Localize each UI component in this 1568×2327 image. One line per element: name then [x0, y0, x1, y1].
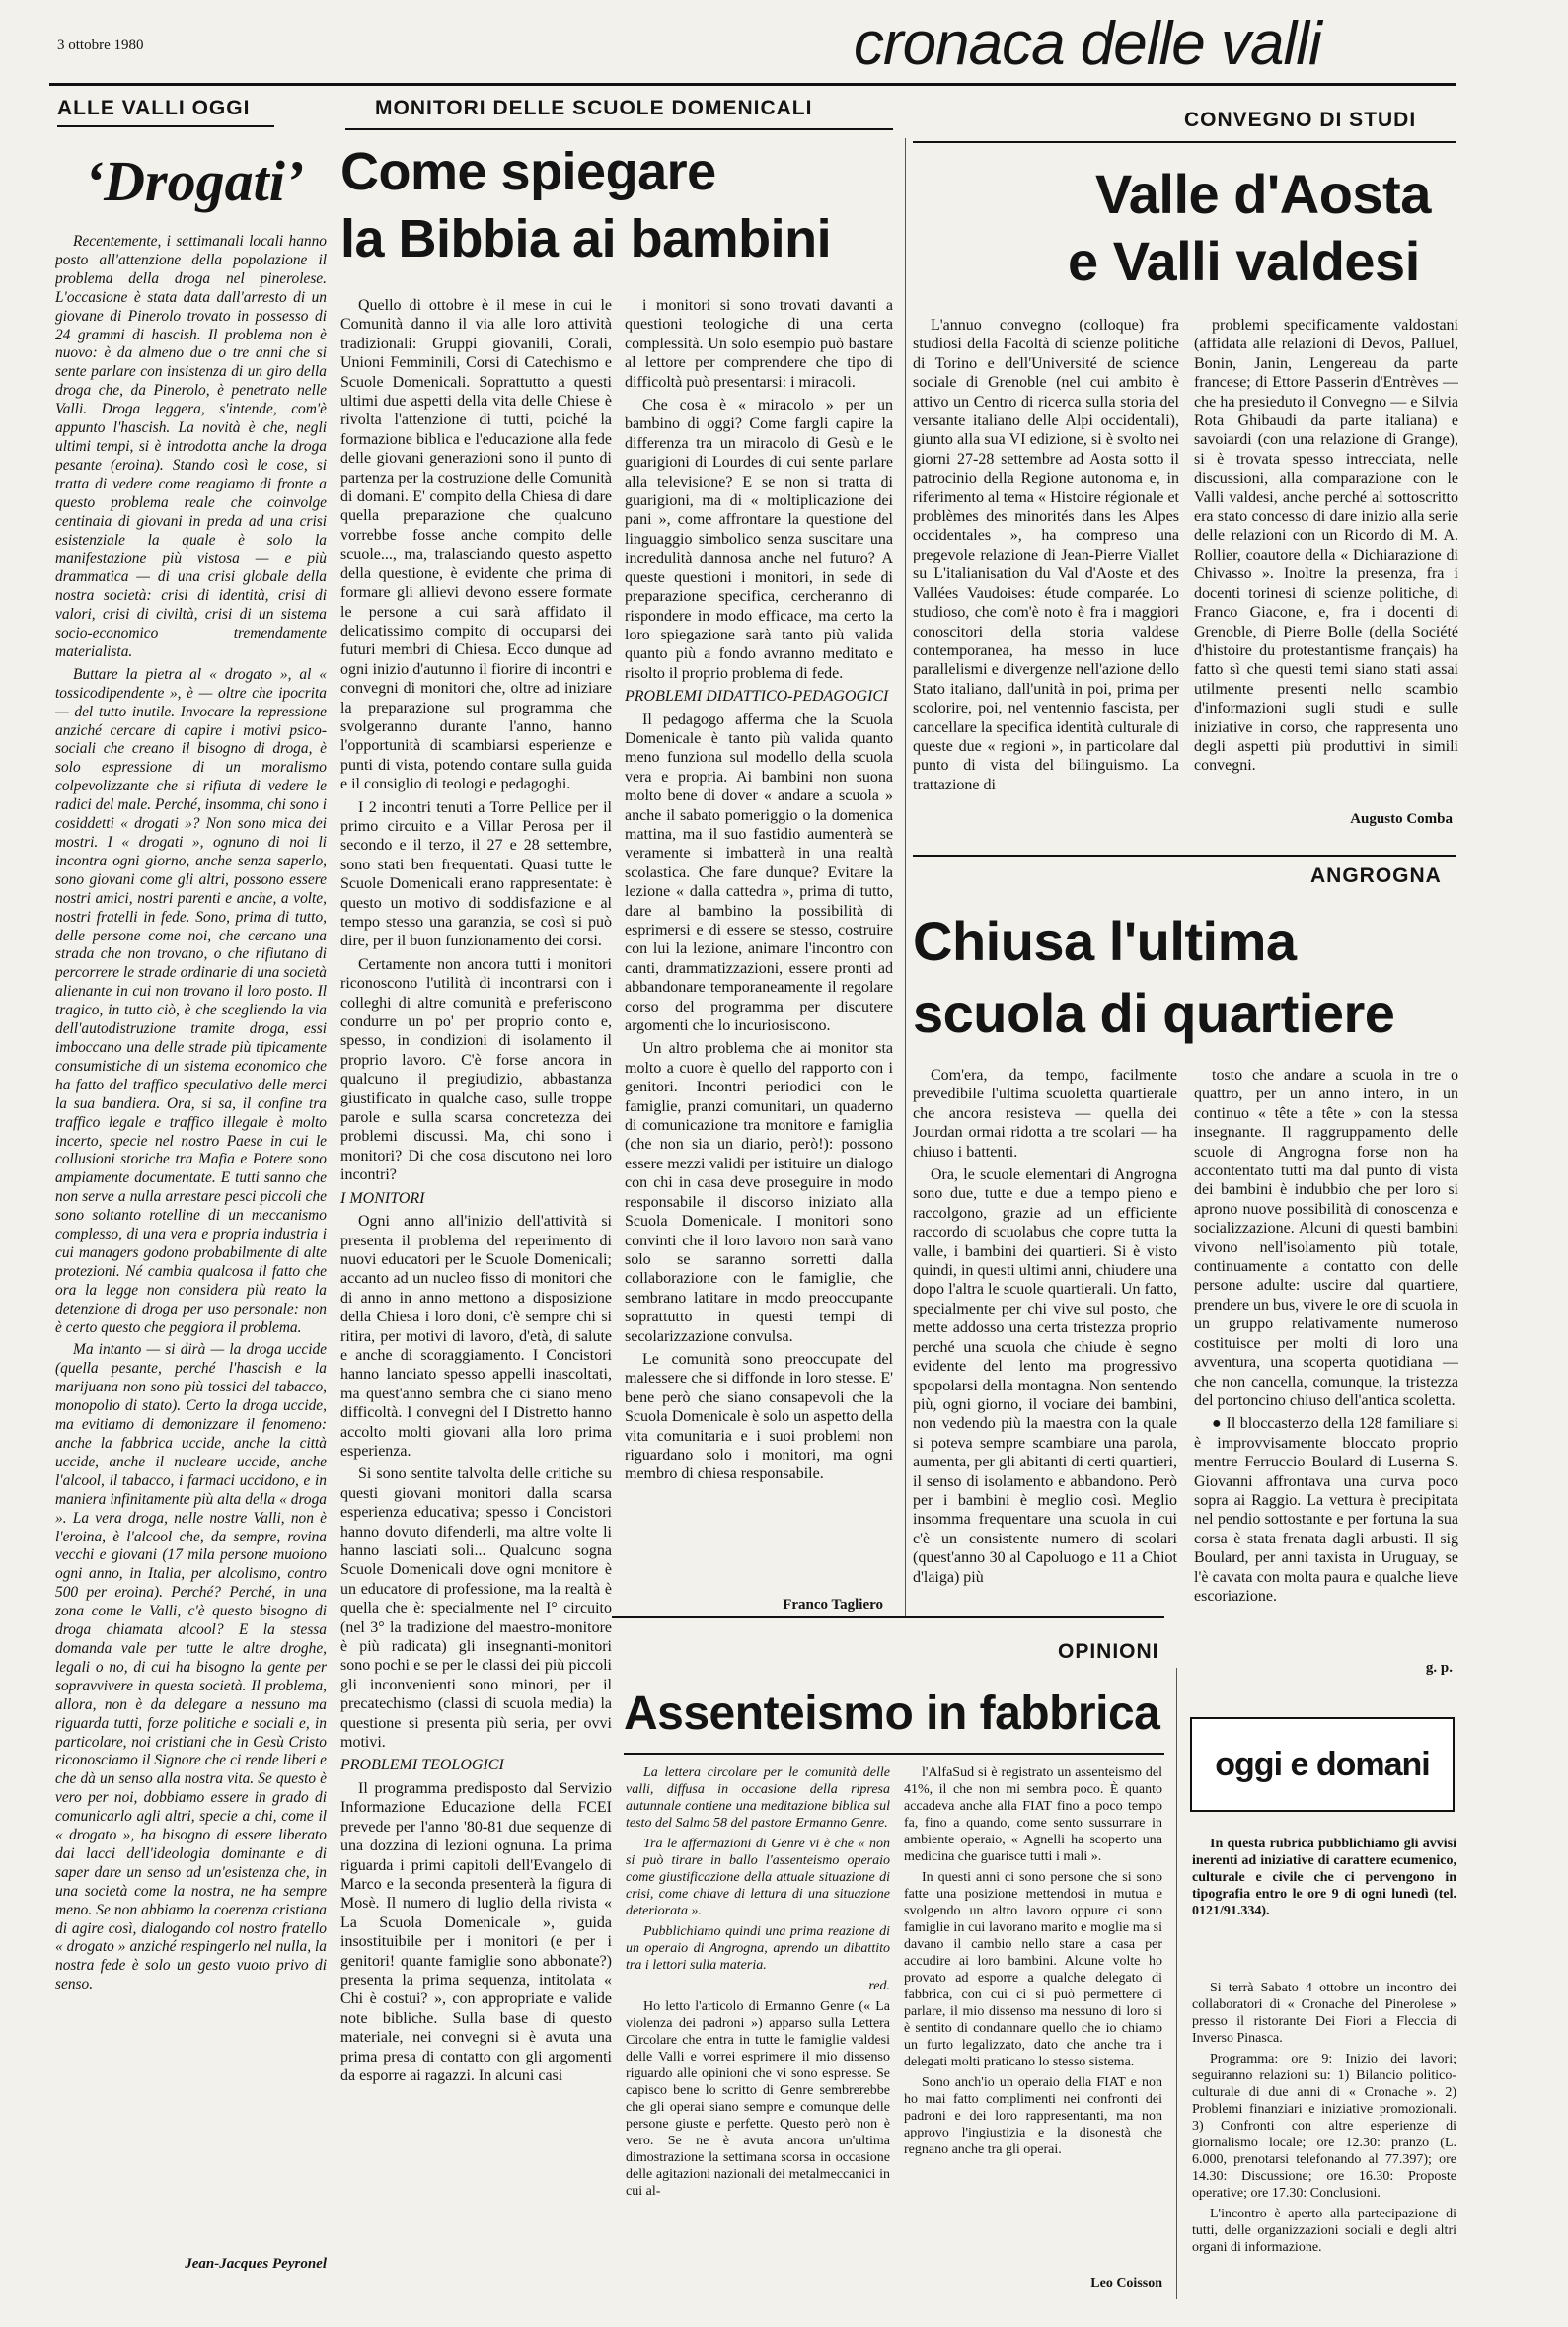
angrogna-rule: [913, 855, 1456, 857]
paragraph: In questa rubrica pubblichiamo gli avvisi inerenti ad iniziative di carattere ecumenico, culturale e civile che ci pervengono in tipografia entro le ore 9 di ogni lunedì (tel. 0121/91.334).: [1192, 1837, 1456, 1918]
angrogna-headline-1: Chiusa l'ultima: [913, 910, 1297, 972]
issue-date: 3 ottobre 1980: [57, 38, 144, 53]
opinioni-headline-rule: [624, 1753, 1164, 1755]
opinioni-col-right: [904, 1764, 1162, 2263]
oggi-intro: [1192, 1836, 1456, 1974]
monitori-kicker: MONITORI DELLE SCUOLE DOMENICALI: [375, 97, 813, 119]
paragraph: Buttare la pietra al « drogato », al « tossicodipendente », è — oltre che ipocrita — del tutto inutile. Invocare la repressione anziché cercare di capire i motivi psico-sociali che creano il bisogno di droga, è solo espressione di un moralismo colpevolizzante che si rifiuta di vedere le radici del male. Perché, insomma, chi sono i cosiddetti « drogati »? Non sono mica dei mostri. I « drogati », ognuno di noi li incontra ogni giorno, anche senza saperlo, sono giovani come gli altri, possono essere nostri amici, nostri parenti e anche, a volte, nostri fratelli in fede. Sono, prima di tutto, delle persone come noi, che cercano una strada che non trovano, o che rifiutano di percorrere le strade ordinarie di una società alienante in cui non trovano il loro posto. Il tragico, in tutto ciò, è che scegliendo la via dell'autodistruzione tramite droga, essi imboccano una delle strade più tipicamente consumistiche di un sistema economico che ha fatto del traffico speculativo delle merci la sua bandiera. Ora, si sa, il confine tra traffico legale e traffico illegale è molto incerto, specie nel nostro Paese in cui le collusioni storiche tra Mafia e Potere sono ampiamente documentate. E tutti sanno che non serve a nulla arrestare pesci piccoli che sono soltanto rotelline di un meccanismo complesso, di una vera e propria industria i cui managers godono probabilmente di alte protezioni. Né cambia qualcosa il fatto che ora la legge non considera più reato la detenzione di droga per uso personale: non è certo questo che peggiora il problema.: [55, 665, 327, 1336]
subhead: I MONITORI: [340, 1189, 425, 1207]
signoff: red.: [868, 1979, 890, 1993]
paragraph: i monitori si sono trovati davanti a questioni teologiche di una certa complessità. Un solo esempio può bastare al lettore per comprendere che tipo di difficoltà può presentarsi: i miracoli.: [625, 297, 893, 391]
paragraph: Pubblichiamo quindi una prima reazione di un operaio di Angrogna, aprendo un dibattito tra i lettori sulla materia.: [626, 1924, 890, 1973]
monitori-kicker-rule: [345, 128, 893, 130]
paragraph: Ogni anno all'inizio dell'attività si presenta il problema del reperimento di nuovi educatori per le Scuole Domenicali; accanto ad un nucleo fisso di monitori che di anno in anno mettono a disposizione della Chiesa i loro doni, c'è sempre chi si ritira, per motivi di lavoro, d'età, di salute e anche di scoraggiamento. I Concistori hanno lanciato spesso appelli inascoltati, ma quest'anno sembra che ci siano meno difficoltà. I convegni del I Distretto hanno accolto molti giovani alla loro prima esperienza.: [340, 1213, 612, 1460]
paragraph: tosto che andare a scuola in tre o quattro, per un anno intero, in un continuo « tête a tête » con la stessa insegnante. Il raggruppamento delle scuole di Angrogna forse non ha accontentato tutti ma dal punto di vista dei bambini è indubbio che per loro si aprono nuove possibilità di conoscenza e socializzazione. Alcuni di questi bambini vivono nell'isolamento più totale, continuamente a contatto con delle persone adulte: uscire dal quartiere, prendere un bus, vivere le ore di scuola in un gruppo relativamente numeroso costituisce per molti di loro una avventura, una scoperta quotidiana — che non cancella, comunque, la tristezza del portoncino chiuso dell'antica scoletta.: [1194, 1067, 1458, 1409]
oggi-e-domani-logo: oggi e domani: [1190, 1717, 1455, 1812]
paragraph: Ho letto l'articolo di Ermanno Genre (« La violenza dei padroni ») apparso sulla Lettera Circolare che entra in tutte le famiglie valdesi delle Valli e vorrei esprimere il mio dissenso riguardo alle opinioni che vi sono espresse. Se capisco bene lo scritto di Genre sembrerebbe che gli operai siano sempre e comunque delle persone giuste e perfette. Questo però non è vero. Se ne è avuta ancora un'ultima dimostrazione la settimana scorsa in occasione delle agitazioni nazionali dei metalmeccanici in cui al-: [626, 1999, 890, 2199]
paragraph: problemi specificamente valdostani (affidata alle relazioni di Devos, Palluel, Bonin, Janin, Lengereau da parte francese; di Ettore Passerin d'Entrèves — che ha presieduto il Convegno — e Silvia Rota Ghibaudi da parte italiana) e savoiardi (con una relazione di Grange), si è trovata spesso intrecciata, nelle discussioni, alla comparazione con le Valli valdesi, anche perché al sottoscritto era stato concesso di dare inizio alla serie delle relazioni con un Ricordo di M. A. Rollier, coautore della « Dichiarazione di Chivasso ». Inoltre la presenza, fra i docenti torinesi di scienze politiche, di Franco Giacone, e, fra i docenti di Grenoble, di Pierre Bolle (della Société d'histoire du protestantisme français) ha fatto sì che questi temi siano stati assai utilmente presenti nello scambio d'informazioni sugli studi e sulle iniziative in corso, che rappresenta uno degli aspetti più produttivi in simili convegni.: [1194, 317, 1458, 775]
monitori-headline-2: la Bibbia ai bambini: [340, 209, 832, 268]
aosta-signature: Augusto Comba: [1350, 811, 1453, 827]
opinioni-col-left: [626, 1764, 890, 2302]
oggi-body: [1192, 1980, 1456, 2305]
paragraph: Com'era, da tempo, facilmente prevedibile l'ultima scuoletta quartierale che ancora resisteva — quella dei Jourdan ormai ridotta a tre scolari — ha chiuso i battenti.: [913, 1067, 1177, 1161]
monitori-signature: Franco Tagliero: [783, 1597, 883, 1613]
drogati-headline: ‘Drogati’: [84, 149, 305, 213]
column-divider: [905, 138, 906, 1618]
paragraph: Si terrà Sabato 4 ottobre un incontro dei collaboratori di « Cronache del Pinerolese » presso il ristorante Dei Fiori a Fleccia di Inverso Pinasca.: [1192, 1981, 1456, 2046]
drogati-body: [55, 233, 327, 2246]
aosta-headline-1: Valle d'Aosta: [1095, 163, 1431, 225]
opinioni-signature: Leo Coisson: [1090, 2276, 1162, 2290]
paragraph: Sono anch'io un operaio della FIAT e non ho mai fatto complimenti nei confronti dei padroni e dei loro rappresentanti, ma non approvo l'ingiustizia e la disonestà che regnano anche tra gli operai.: [904, 2075, 1162, 2157]
paragraph: Un altro problema che ai monitor sta molto a cuore è quello del rapporto con i genitori. Incontri periodici con le famiglie, pranzi comunitari, un quaderno di comunicazione tra monitore e famiglia (che non sia un diario, però!): possono essere mezzi validi per istituire un dialogo con chi in casa deve proseguire in modo responsabile il discorso iniziato alla Scuola Domenicale. I monitori sono convinti che il loro lavoro non sarà vano solo se saranno sorretti dalla collaborazione con le famiglie, che sembrano latitare in modo preoccupante soprattutto in questi tempi di secolarizzazione convulsa.: [625, 1040, 893, 1345]
paragraph: Che cosa è « miracolo » per un bambino di oggi? Come fargli capire la differenza tra un miracolo di Gesù e le guarigioni di Lourdes di cui sente parlare alla televisione? E se non si tratta di guarigioni, ma di « moltiplicazione dei pani », come affrontare la questione del linguaggio simbolico senza suscitare una incredulità dannosa anche nel futuro? A queste questioni i monitori, in sede di preparazione specifica, cercheranno di rispondere in modo efficace, ma certo la loro spiegazione sarà tanto più valida quanto più a fondo avranno meditato e risolto il proprio problema di fede.: [625, 397, 893, 682]
paragraph: Recentemente, i settimanali locali hanno posto all'attenzione della popolazione il problema della droga nel pinerolese. L'occasione è stata data dall'arresto di un giovane di Pinerolo trovato in possesso di 24 grammi di hascish. Il problema non è nuovo: è da almeno due o tre anni che si sente parlare con insistenza di un giro della droga che, da Pinerolo, è penetrato nelle Valli. Droga leggera, s'intende, com'è appunto l'hascish. La novità è che, negli ultimi tempi, si è introdotta anche la droga pesante (eroina). Stando così le cose, si tratta di vedere come reagiamo di fronte a questo problema reale che coinvolge centinaia di giovani in preda ad una crisi esistenziale la quale è solo la manifestazione più vistosa — e più drammatica — di una crisi globale della nostra società: crisi di identità, crisi di valori, crisi di civiltà, crisi di un sistema socio-economico tremendamente materialista.: [55, 233, 327, 660]
paragraph: ● Il bloccasterzo della 128 familiare si è improvvisamente bloccato proprio mentre Ferruccio Boulard di Luserna S. Giovanni affrontava una curva poco sopra ai Raggio. La vettura è precipitata nel pendio sottostante e per fortuna la sua corsa è stata frenata dagli arbusti. Il sig Boulard, per anni taxista in Uruguay, se l'è cavata con molta paura e qualche lieve escoriazione.: [1194, 1415, 1458, 1605]
paragraph: Ma intanto — si dirà — la droga uccide (quella pesante, perché l'hascish e la marijuana non sono più tossici del tabacco, monopolio di stato). Certo la droga uccide, ma evitiamo di demonizzare il fenomeno: anche la fabbrica uccide, anche la città uccide, anche il nucleare uccide, anche l'alcool, il tabacco, i farmaci uccidono, e in maniera infinitamente più alta della « droga ». La vera droga, nelle nostre Valli, non è l'eroina, è l'alcool che, da sempre, rovina vecchi e giovani (17 mila persone muoiono ogni anno, in Italia, per alcolismo, contro 500 per eroina). Perché? Perché, in una zona come le Valli, c'è questo bisogno di droga chiamata alcool? E la stessa domanda vale per tutte le altre droghe, legali o no, di cui ha bisogno la gente per sopravvivere in questa società. Il problema, allora, non è da delegare a nessuno ma riguarda tutti, forze politiche e sociali e, in particolare, noi cristiani che in Gesù Cristo riconosciamo il Signore che ci rende liberi e che dà un senso alla nostra vita. Se questo è vero per noi, dobbiamo essere in grado di comunicarlo agli altri, specie a chi, come il « drogato », ha bisogno di essere liberato dai lacci dell'ideologia dominante e di saper dare un senso ad un'esistenza che, in una società come la nostra, ne ha sempre meno. Se non abbiamo la coerenza cristiana di agire così, dialogando col nostro fratello « drogato » anziché respingerlo nel nulla, la nostra fede è solo un gesto vuoto privo di senso.: [55, 1341, 327, 1993]
paragraph: l'AlfaSud si è registrato un assenteismo del 41%, il che non mi sembra poco. È quanto accadeva anche alla FIAT fino a poco tempo fa, fino a quando, come sento sussurrare in ambiente operaio, « Agnelli ha scoperto una medicina che guarisce tutti i mali ».: [904, 1765, 1162, 1864]
monitori-col-a: [340, 296, 612, 2270]
monitori-headline-1: Come spiegare: [340, 142, 716, 201]
header-rule: [49, 83, 1456, 86]
angrogna-signature: g. p.: [1425, 1660, 1453, 1676]
aosta-col-left: [913, 316, 1179, 829]
paragraph: Tra le affermazioni di Genre vi è che « non si può tirare in ballo l'assenteismo operaio come giustificazione della attuale situazione di crisi, come chiave di lettura di una situazione deteriorata ».: [626, 1837, 890, 1918]
paragraph: Il programma predisposto dal Servizio Informazione Educazione della FCEI prevede per l'anno '80-81 due sequenze di una dozzina di lezioni ognuna. La prima riguarda i primi capitoli dell'Evangelo di Marco e la seconda presenterà la figura di Mosè. Il numero di luglio della rivista « La Scuola Domenicale », guida insostituibile per i monitori (e per i genitori! quante famiglie sono abbonate?) presenta la prima sequenza, intitolata « Chi è costui? », con appropriate e valide note bibliche. Sulla base di questo materiale, nei convegni si è avuta una prima presa di contatto con gli argomenti da esporre ai ragazzi. In alcuni casi: [340, 1779, 612, 2084]
col1-kicker-rule: [57, 125, 274, 127]
subhead: PROBLEMI DIDATTICO-PEDAGOGICI: [625, 688, 889, 706]
section-title: cronaca delle valli: [854, 10, 1321, 78]
drogati-signature: Jean-Jacques Peyronel: [185, 2256, 327, 2272]
paragraph: In questi anni ci sono persone che si sono fatte una posizione mettendosi in mutua e svolgendo un altro lavoro oppure ci sono famiglie in cui lavorano marito e moglie ma si davano il cambio nello stare a casa per accudire ai loro bambini. Alcune volte ho provato ad esporre a qualche delegato di fabbrica, con cui ci si può permettere di parlare, il mio dissenso ma nessuno di loro si è sentito di condannare quello che io chiamo un furto legalizzato, dato che anche tra i delegati molti praticano lo stesso sistema.: [904, 1870, 1162, 2069]
paragraph: Certamente non ancora tutti i monitori riconoscono l'utilità di incontrarsi con i colleghi di altre comunità e preferiscono condurre un po' per proprio conto e, spesso, in condizioni di isolamento il proprio lavoro. C'è forse ancora in qualcuno il pregiudizio, abbastanza giustificato in qualche caso, sulle troppe parole e sulla scarsa concretezza dei problemi discussi. Ma, chi sono i monitori? Di che cosa discutono nei loro incontri?: [340, 955, 612, 1184]
aosta-kicker: CONVEGNO DI STUDI: [1184, 109, 1417, 131]
col1-kicker: ALLE VALLI OGGI: [57, 97, 251, 119]
paragraph: Il pedagogo afferma che la Scuola Domenicale è tanto più valida quanto meno funziona sul modello della scuola vera e propria. Ai bambini non suona molto bene di dover « andare a scuola » anche il sabato pomeriggio o la domenica mattina, ma il suo fastidio aumenterà se veramente si imbatterà in una realtà scolastica. Che fare dunque? Evitare la lezione « dalla cattedra », prima di tutto, dare al bambino la possibilità di esprimersi e di essere se stesso, costruire con lui la lezione, animare l'incontro con canti, drammatizzazioni, essere pronti ad abbandonare temporaneamente il regolare corso del programma per discutere argomenti che lo incuriosiscono.: [625, 711, 893, 1035]
opinioni-rule: [612, 1616, 1164, 1618]
monitori-col-b: [625, 296, 893, 1584]
aosta-headline-2: e Valli valdesi: [1068, 230, 1420, 292]
angrogna-col-right: [1194, 1066, 1458, 1643]
paragraph: La lettera circolare per le comunità delle valli, diffusa in occasione della ripresa autunnale contiene una meditazione biblica sul testo del Salmo 58 del pastore Ermanno Genre.: [626, 1765, 890, 1831]
angrogna-headline-2: scuola di quartiere: [913, 982, 1395, 1044]
paragraph: L'incontro è aperto alla partecipazione di tutti, delle organizzazioni sociali e degli altri organi di informazione.: [1192, 2207, 1456, 2255]
column-divider: [1176, 1668, 1177, 2299]
subhead: PROBLEMI TEOLOGICI: [340, 1757, 504, 1774]
opinioni-kicker: OPINIONI: [1058, 1640, 1159, 1663]
opinioni-headline: Assenteismo in fabbrica: [624, 1688, 1160, 1740]
angrogna-col-left: [913, 1066, 1177, 1609]
paragraph: Programma: ore 9: Inizio dei lavori; seguiranno relazioni su: 1) Bilancio politico-culturale di due anni di « Cronache ». 2) Problemi finanziari e iniziative promozionali. 3) Confronti con altre esperienze di giornalismo locale; ore 12.30: pranzo (L. 6.000, prenotarsi telefonando al 77.397); ore 14.30: Discussione; ore 16.30: Proposte operative; ore 17.30: Conclusioni.: [1192, 2052, 1456, 2201]
aosta-col-right: [1194, 316, 1458, 799]
aosta-kicker-rule: [913, 141, 1456, 143]
paragraph: Le comunità sono preoccupate del malessere che si diffonde in loro stesse. E' bene però che siano consapevoli che la Scuola Domenicale è solo un aspetto della vita comunitaria e i suoi problemi non riguardano solo i monitori, ma ogni membro di chiesa responsabile.: [625, 1350, 893, 1483]
paragraph: L'annuo convegno (colloque) fra studiosi della Facoltà di scienze politiche di Torino e dell'Université de science sociale di Grenoble (nel cui ambito è attivo un Centro di ricerca sulla storia del versante italiano delle Alpi occidentali), giunto alla sua VI edizione, si è svolto nei giorni 27-28 settembre ad Aosta sotto il patrocinio della Regione autonoma e, in riferimento al tema « Histoire régionale et problèmes des minorités dans les Alpes occidentales », ha compreso una pregevole relazione di Jean-Pierre Viallet su L'italianisation du Val d'Aoste et des Vallées Vaudoises: étude comparée. Lo studioso, che com'è noto è fra i maggiori conoscitori della storia valdese contemporanea, ha messo in luce parallelismi e divergenze nell'azione dello Stato italiano, dall'unità in poi, prima per scolorire, poi, nel ventennio fascista, per cancellare la specifica identità culturale di queste due « regioni », in particolare dal punto di vista del bilinguismo. La trattazione di: [913, 317, 1179, 793]
angrogna-kicker: ANGROGNA: [1310, 864, 1442, 887]
paragraph: Ora, le scuole elementari di Angrogna sono due, tutte e due a tempo pieno e raccolgono, grazie ad un efficiente raccordo di scuolabus che copre tutta la valle, i bambini dei quartieri. Si è visto quindi, in questi ultimi anni, chiudere una dopo l'altra le scuole quartierali. Un fatto, specialmente per chi vive sul posto, che mette addosso una certa tristezza proprio perché una scuola che chiude è segno evidente del lento ma progressivo spopolarsi della montagna. Non sentendo più, ogni giorno, il vociare dei bambini, non vedendo più la maestra con la quale si poteva sempre scambiare una parola, aumenta, per gli abitanti di certi quartieri, il senso di isolamento e abbandono. Però per i bambini è meglio così. Meglio insomma frequentare una scuola in cui c'è un consistente numero di scolari (quest'anno 30 al Capoluogo e 11 a Chiot d'laiga) più: [913, 1166, 1177, 1586]
paragraph: Si sono sentite talvolta delle critiche su questi giovani monitori dalla scarsa esperienza educativa; spesso i Concistori hanno dovuto difenderli, ma altre volte li hanno lasciati soli... Qualcuno sogna Scuole Domenicali dove ogni monitore è un educatore di professione, ma la realtà è quella che è: specialmente nel I° circuito (nel 3° la tradizione del maestro-monitore è più radicata) gli insegnanti-monitori sono pochi e se per le classi dei più piccoli gli inconvenienti sono minori, per il precatechismo (classi di scuola media) la questione si presenta più seria, per ovvi motivi.: [340, 1465, 612, 1752]
paragraph: I 2 incontri tenuti a Torre Pellice per il primo circuito e a Villar Perosa per il secondo e il terzo, il 27 e 28 settembre, sono stati ben frequentati. Quasi tutte le Scuole Domenicali erano rappresentate: è questo un motivo di soddisfazione e al tempo stesso una garanzia, se così si può dire, per il buon funzionamento dei corsi.: [340, 798, 612, 950]
paragraph: Quello di ottobre è il mese in cui le Comunità danno il via alle loro attività tradizionali: Gruppi giovanili, Corali, Unioni Femminili, Corsi di Catechismo e Scuole Domenicali. Soprattutto a questi ultimi due aspetti della vita delle Chiese è rivolta l'attenzione di tutti, poiché la formazione biblica e l'educazione alla fede delle giovani generazioni sono il punto di partenza per la costruzione delle Comunità di domani. E' compito della Chiesa di dare quella preparazione che qualcuno vorrebbe fosse anche compito delle scuole..., ma, tralasciando questo aspetto della questione, è evidente che prima di formare gli allievi devono essere formate le persone a cui sarà affidato il delicatissimo compito di occuparsi dei futuri membri di Chiesa. Ecco dunque ad ogni inizio d'autunno il fiorire di incontri e convegni di monitori che, oltre ad iniziare la preparazione sul programma che svolgeranno durante l'anno, hanno l'opportunità di scambiarsi esperienze e punti di vista, potendo contare sulla guida e il consiglio di teologi e pedagoghi.: [340, 297, 612, 793]
